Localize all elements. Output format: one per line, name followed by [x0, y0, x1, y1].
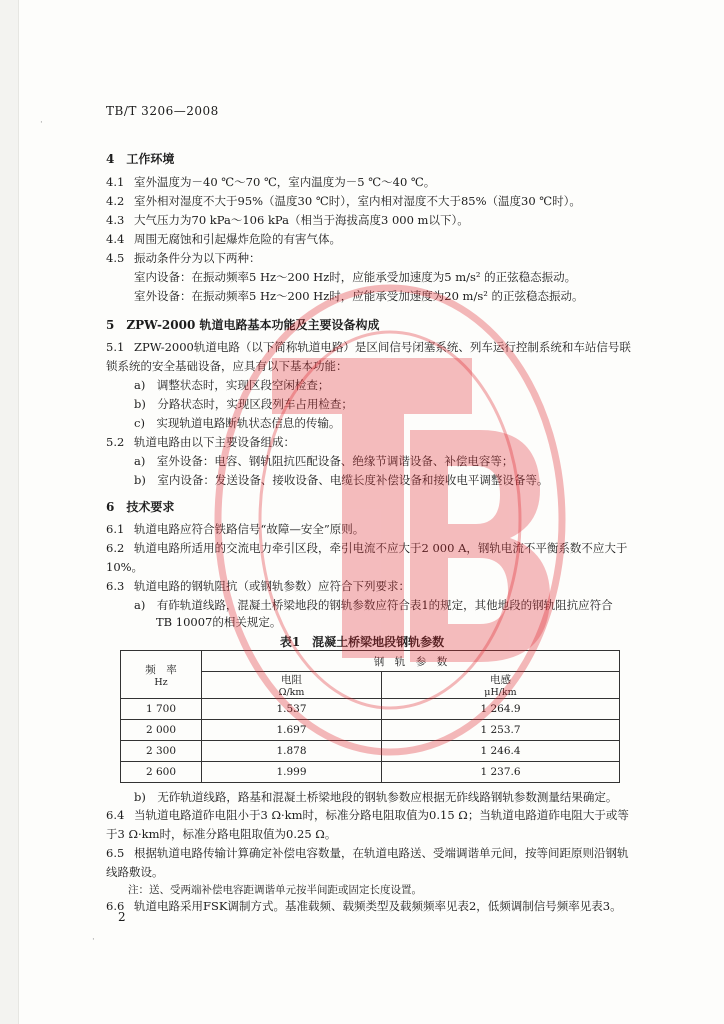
header-rail-params: 钢 轨 参 数 [202, 651, 620, 672]
clause-number: 4.5 [106, 251, 125, 265]
cell-inductance: 1 253.7 [381, 720, 619, 741]
cell-frequency: 2 000 [121, 720, 202, 741]
clause-number: 6.3 [106, 579, 125, 593]
section-5-title: 5 ZPW-2000 轨道电路基本功能及主要设备构成 [106, 318, 380, 332]
vibration-indoor: 室内设备：在振动频率5 Hz～200 Hz时，应能承受加速度为5 m/s² 的正弦稳态振动。 [134, 270, 577, 284]
clause-number: 6.5 [106, 846, 125, 860]
header-label: 电阻 [280, 674, 302, 686]
scan-mark: · [92, 935, 95, 945]
table-row [121, 741, 620, 762]
cell-inductance: 1 246.4 [381, 741, 619, 762]
clause-number: 5.1 [106, 340, 125, 354]
clause-number: 6.6 [106, 899, 125, 913]
clause-text: 轨道电路由以下主要设备组成： [134, 435, 295, 449]
clause-5-2 [106, 434, 295, 450]
scan-mark: · [40, 118, 43, 128]
clause-4-1 [106, 174, 435, 190]
table-row [121, 762, 620, 783]
clause-text: 室外温度为－40 ℃～70 ℃，室内温度为－5 ℃～40 ℃。 [134, 175, 436, 189]
clause-text: 周围无腐蚀和引起爆炸危险的有害气体。 [134, 232, 341, 246]
clause-number: 4.3 [106, 213, 125, 227]
cell-resistance: 1.697 [202, 720, 382, 741]
clause-5-1-cont: 锁系统的安全基础设备，应具有以下基本功能： [106, 359, 348, 373]
clause-6-6 [106, 898, 622, 914]
clause-text: 轨道电路的钢轨阻抗（或钢轨参数）应符合下列要求： [134, 579, 410, 593]
cell-frequency: 1 700 [121, 699, 202, 720]
standard-code-header: TB/T 3206—2008 [106, 104, 219, 118]
header-inductance [381, 672, 619, 699]
clause-6-2-cont: 10%。 [106, 560, 144, 574]
cell-resistance: 1.878 [202, 741, 382, 762]
list-item: a) 调整状态时，实现区段空闲检查； [134, 378, 330, 392]
table-row [121, 699, 620, 720]
clause-4-5 [106, 250, 261, 266]
list-item: b) 分路状态时，实现区段列车占用检查； [134, 397, 353, 411]
header-label: 电感 [489, 674, 511, 686]
clause-text: 振动条件分为以下两种： [134, 251, 261, 265]
clause-4-2 [106, 193, 581, 209]
clause-number: 4.4 [106, 232, 125, 246]
section-4-title: 4 工作环境 [106, 152, 175, 166]
clause-4-3 [106, 212, 469, 228]
clause-6-4-cont: 于3 Ω·km时，标准分路电阻取值为0.25 Ω。 [106, 827, 337, 841]
header-unit: μH/km [484, 687, 517, 698]
clause-text: 轨道电路应符合铁路信号“故障—安全”原则。 [134, 522, 365, 536]
header-frequency [121, 651, 202, 699]
cell-inductance: 1 237.6 [381, 762, 619, 783]
clause-number: 6.2 [106, 541, 125, 555]
section-6-title: 6 技术要求 [106, 500, 175, 514]
clause-6-2 [106, 540, 627, 556]
clause-6-1 [106, 521, 364, 537]
list-item: a) 有砟轨道线路，混凝土桥梁地段的钢轨参数应符合表1的规定，其他地段的钢轨阻抗应符合 [134, 598, 613, 612]
cell-inductance: 1 264.9 [381, 699, 619, 720]
header-unit: Hz [154, 676, 168, 688]
note: 注：送、受两端补偿电容距调谐单元按半间距或固定长度设置。 [128, 884, 422, 896]
list-item-cont: TB 10007的相关规定。 [156, 615, 282, 629]
clause-number: 6.4 [106, 808, 125, 822]
clause-6-5 [106, 845, 629, 861]
cell-frequency: 2 600 [121, 762, 202, 783]
clause-text: 大气压力为70 kPa～106 kPa（相当于海拔高度3 000 m以下）。 [134, 213, 469, 227]
header-resistance [202, 672, 382, 699]
clause-text: 轨道电路采用FSK调制方式。基准载频、载频类型及载频频率见表2，低频调制信号频率见表3。 [134, 899, 622, 913]
header-unit: Ω/km [278, 687, 305, 698]
list-item: b) 室内设备：发送设备、接收设备、电缆长度补偿设备和接收电平调整设备等。 [134, 473, 549, 487]
page-number: 2 [118, 910, 126, 924]
clause-number: 5.2 [106, 435, 125, 449]
header-label: 频 率 [145, 663, 177, 676]
clause-text: 室外相对湿度不大于95%（温度30 ℃时），室内相对湿度不大于85%（温度30 ℃时）。 [134, 194, 581, 208]
cell-resistance: 1.537 [202, 699, 382, 720]
clause-number: 6.1 [106, 522, 125, 536]
clause-6-5-cont: 线路敷设。 [106, 865, 164, 879]
clause-text: 轨道电路所适用的交流电力牵引区段，牵引电流不应大于2 000 A，钢轨电流不平衡系数不应大于 [134, 541, 628, 555]
vibration-outdoor: 室外设备：在振动频率5 Hz～200 Hz时，应能承受加速度为20 m/s² 的正弦稳态振动。 [134, 289, 584, 303]
clause-4-4 [106, 231, 341, 247]
cell-resistance: 1.999 [202, 762, 382, 783]
binding-edge [0, 0, 19, 1024]
list-item: a) 室外设备：电容、钢轨阻抗匹配设备、绝缘节调谐设备、补偿电容等； [134, 454, 514, 468]
clause-text: ZPW-2000轨道电路（以下简称轨道电路）是区间信号闭塞系统、列车运行控制系统和车站信号联 [134, 340, 631, 354]
clause-number: 4.1 [106, 175, 125, 189]
clause-text: 根据轨道电路传输计算确定补偿电容数量，在轨道电路送、受端调谐单元间，按等间距原则沿钢轨 [134, 846, 629, 860]
rail-parameter-table [120, 650, 620, 783]
clause-text: 当轨道电路道砟电阻小于3 Ω·km时，标准分路电阻取值为0.15 Ω；当轨道电路道砟电阻大于或等 [134, 808, 629, 822]
clause-5-1 [106, 339, 631, 355]
cell-frequency: 2 300 [121, 741, 202, 762]
clause-number: 4.2 [106, 194, 125, 208]
list-item: c) 实现轨道电路断轨状态信息的传输。 [134, 416, 341, 430]
table-header-row [121, 651, 620, 672]
clause-6-4 [106, 807, 629, 823]
table-row [121, 720, 620, 741]
list-item: b) 无砟轨道线路，路基和混凝土桥梁地段的钢轨参数应根据无砟线路钢轨参数测量结果确定。 [134, 790, 618, 804]
clause-6-3 [106, 578, 410, 594]
table-caption: 表1 混凝土桥梁地段钢轨参数 [279, 635, 445, 649]
